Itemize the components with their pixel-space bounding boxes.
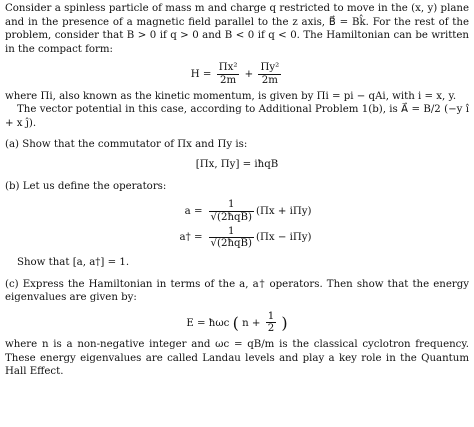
- landau-n: n +: [242, 317, 261, 329]
- kinetic-momentum-paragraph: where Πi, also known as the kinetic momentum, is given by Πi = pi − qAi, with i = x, y.: [5, 90, 457, 102]
- landau-half-frac: [266, 311, 276, 335]
- hamiltonian-lhs: H =: [190, 69, 212, 81]
- vector-potential-paragraph: The vector potential in this case, according to Additional Problem 1(b), is A⃗ = B/2 (−y î + x ĵ).: [5, 104, 469, 129]
- operator-adag-lhs: a† =: [179, 231, 203, 243]
- operator-a-lhs: a =: [184, 205, 203, 217]
- operator-adag-den: √(2ħqB): [210, 238, 252, 250]
- commutator-equation: [Πx, Πy] = iħqB: [195, 158, 279, 170]
- part-a-text: (a) Show that the commutator of Πx and Πy is:: [5, 139, 248, 151]
- part-b-show-text: Show that [a, a†] = 1.: [17, 256, 130, 268]
- landau-lhs: E = ħωc: [186, 317, 230, 329]
- operator-a-den: √(2ħqB): [210, 211, 252, 223]
- operator-a-rest: (Πx + iΠy): [256, 205, 312, 217]
- operator-a-frac: [209, 199, 255, 223]
- operator-adag-equation: [5, 226, 469, 250]
- landau-energy-equation: [5, 311, 469, 335]
- hamiltonian-num-x: Πx²: [218, 62, 238, 74]
- operator-a-equation: [5, 199, 469, 223]
- hamiltonian-num-y: Πy²: [260, 62, 280, 74]
- intro-paragraph: Consider a spinless particle of mass m and charge q restricted to move in the (x, y) plane and in the presence of a magnetic field parallel to the z axis, B⃗ = Bk̂. For the rest of the problem, consider that B > 0 if q > 0 and B < 0 if q < 0. The Hamiltonian can be written in the compact form:: [5, 3, 469, 55]
- part-b-text: (b) Let us define the operators:: [5, 180, 167, 192]
- landau-open-paren: (: [232, 313, 239, 333]
- operator-adag-rest: (Πx − iΠy): [256, 231, 312, 243]
- hamiltonian-frac-x: [217, 62, 240, 86]
- hamiltonian-den-y: 2m: [261, 74, 278, 86]
- hamiltonian-plus: +: [244, 69, 254, 81]
- landau-half-den: 2: [267, 323, 275, 335]
- operator-adag-frac: [209, 226, 255, 250]
- landau-paragraph: where n is a non-negative integer and ωc = qB/m is the classical cyclotron frequency. These energy eigenvalues are called Landau levels and play a key role in the Quantum Hall Effect.: [5, 339, 469, 378]
- hamiltonian-frac-y: [258, 62, 281, 86]
- landau-half-num: 1: [267, 310, 275, 322]
- landau-close-paren: ): [281, 313, 288, 333]
- operator-a-num: 1: [209, 199, 255, 212]
- hamiltonian-den-x: 2m: [219, 74, 237, 86]
- operator-adag-num: 1: [209, 226, 255, 239]
- part-c-text: (c) Express the Hamiltonian in terms of the a, a† operators. Then show that the energy eigenvalues are given by:: [5, 278, 469, 304]
- hamiltonian-equation: [5, 62, 469, 86]
